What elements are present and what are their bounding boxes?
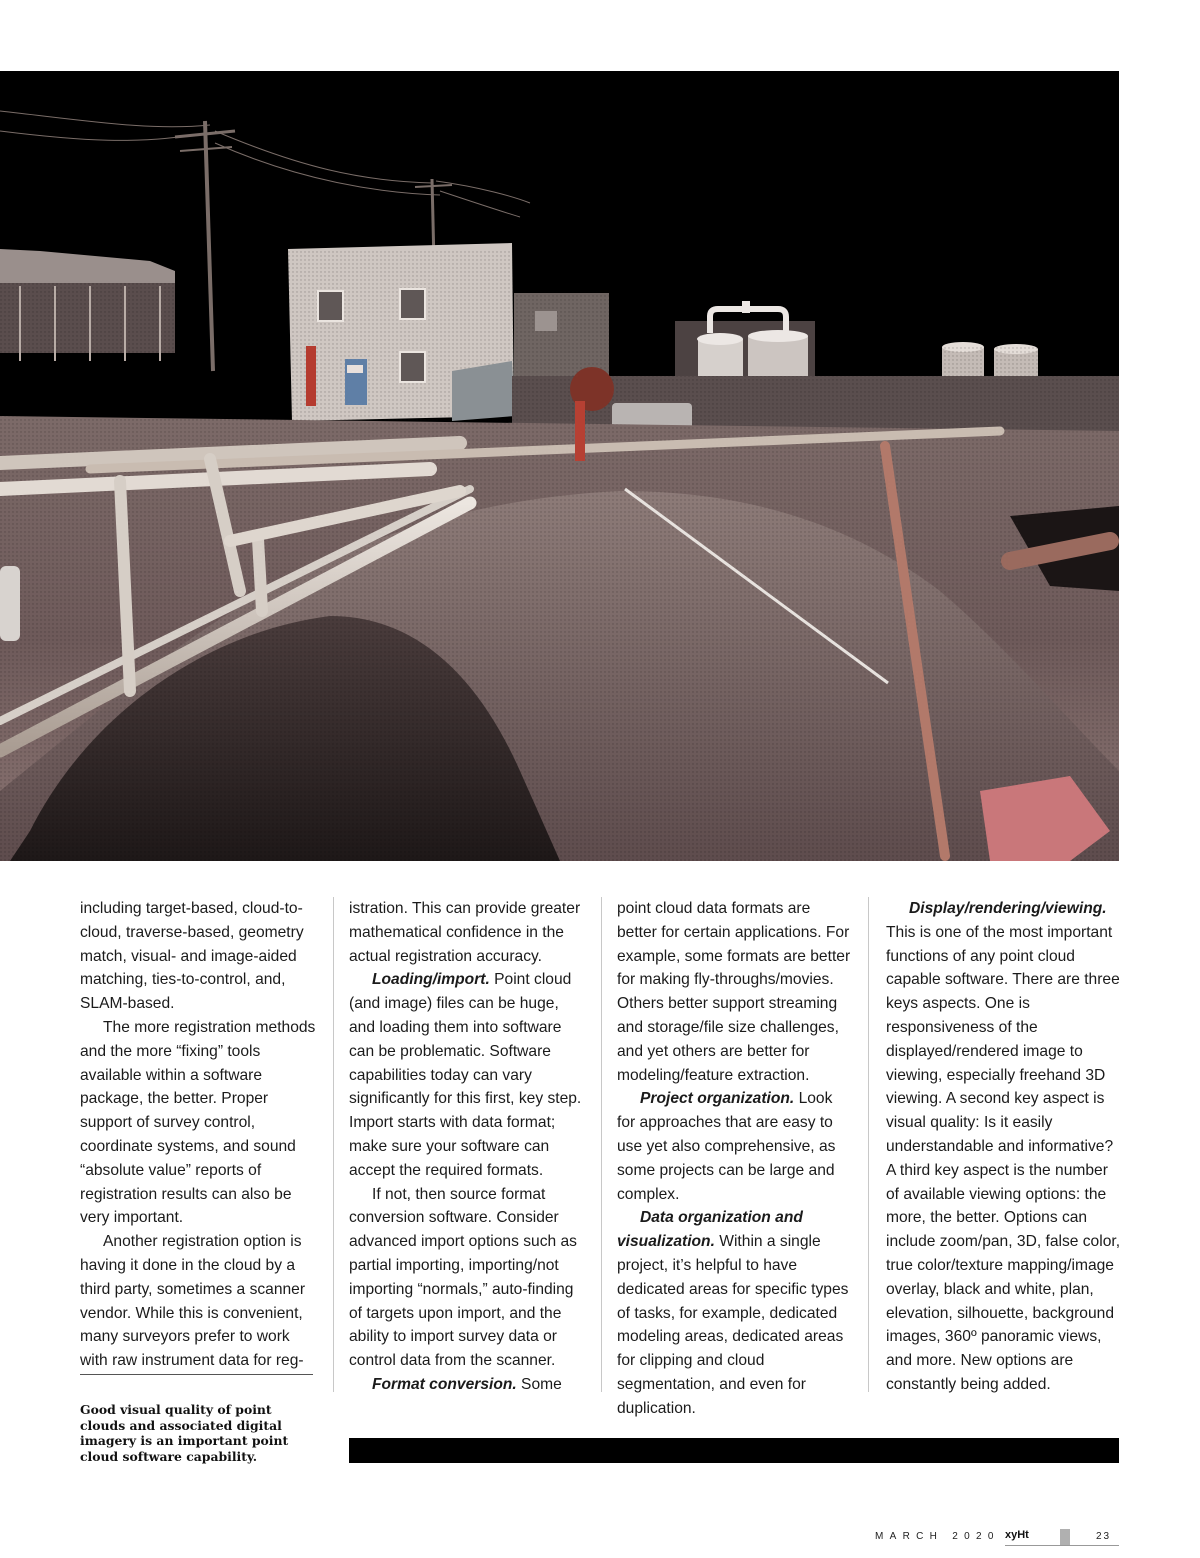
footer-line [1005,1545,1119,1546]
left-shed [0,249,175,361]
paragraph-text: Look for approaches that are easy to use yet also comprehensive, as some projects can be large and complex. [617,1090,836,1203]
footer-separator [1060,1529,1070,1545]
section-lead: Data organization and visualization. [617,1209,803,1251]
paragraph [617,1206,853,1420]
text-column-4 [886,897,1122,1397]
point-cloud-image [0,71,1119,861]
paragraph: The more registration methods and the more “fixing” tools available within a software package, the better. Proper support of survey control, coordinate systems, and sound “absolute value” reports of registration results can also be very important. [80,1018,316,1227]
paragraph-text: Point cloud (and image) files can be huge, and loading them into software can be problematic. Software capabilities today can vary significantly for this first, key step. Import starts with data format; make sure your software can accept the required formats. [349,971,582,1179]
paragraph [349,1373,585,1397]
paragraph: including target-based, cloud-to-cloud, traverse-based, geometry match, visual- and image-aided matching, ties-to-control, and, SLAM-based. [80,900,304,1013]
section-lead: Format conversion. [372,1375,517,1393]
paragraph: Another registration option is having it done in the cloud by a third party, sometimes a scanner vendor. While this is convenient, many surveyors prefer to work with raw instrument data for reg- [80,1233,306,1370]
caption-rule [80,1374,313,1375]
truck [0,566,20,641]
paragraph: istration. This can provide greater mathematical confidence in the actual registration accuracy. [349,900,581,965]
paragraph [349,968,585,1182]
section-lead: Display/rendering/viewing. [909,900,1107,917]
text-column-2 [349,897,585,1397]
paragraph [617,1087,853,1206]
figure-caption: Good visual quality of point clouds and associated digital imagery is an important point cloud software capability. [80,1402,289,1464]
footer-brand: xyHt [1005,1529,1029,1541]
page-number: 23 [1096,1531,1112,1542]
column-divider [868,897,869,1392]
text-column-3 [617,897,853,1421]
column-divider [601,897,602,1392]
paragraph: If not, then source format conversion software. Consider advanced import options such as partial importing, importing/not importing “normals,” auto-finding of targets upon import, and the ability to import survey data or control data from the scanner. [349,1185,577,1370]
text-column-1 [80,897,316,1373]
paragraph [886,897,1122,1397]
block-building [288,243,515,421]
paragraph-text: Within a single project, it’s helpful to have dedicated areas for specific types of tasks, for example, dedicated modeling areas, dedicated areas for clipping and cloud segmentation, and even for duplication. [617,1233,849,1417]
paragraph: point cloud data formats are better for certain applications. For example, some formats are better for making fly-throughs/movies. Others better support streaming and storage/file size challenges, and yet others are better for modeling/feature extraction. [617,900,851,1084]
section-lead: Project organization. [640,1090,795,1108]
footer-date: MARCH 2020 [875,1531,1000,1542]
section-lead: Loading/import. [372,971,490,989]
black-bar [349,1438,1119,1463]
paragraph-text: This is one of the most important functions of any point cloud capable software. There are three keys aspects. One is responsiveness of the displayed/rendered image to viewing, especially freehand 3D viewing. A second key aspect is visual quality: Is it easily understandable and informative? A third key aspect is the number of available viewing options: the more, the better. Options can include zoom/pan, 3D, false color, true color/texture mapping/image overlay, black and white, plan, elevation, silhouette, background images, 360º panoramic views, and more. New options are constantly being added. [886,923,1121,1393]
paragraph-text: Some [516,1375,562,1393]
point-cloud-figure [0,71,1119,861]
column-divider [333,897,334,1392]
